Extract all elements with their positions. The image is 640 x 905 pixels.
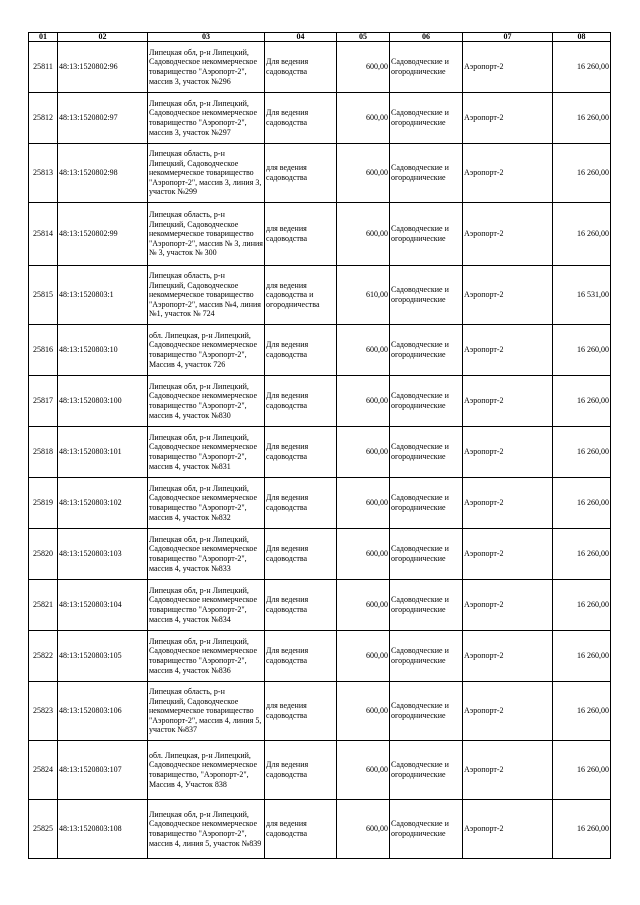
table-row [29,266,611,325]
address-text: Липецкая обл, р-н Липецкий, Садоводческое некоммерческое товарищество "Аэропорт-2", массив 4, участок №830 [149,381,258,420]
address-cell [148,266,265,325]
land-category-cell: Садоводческие и огороднические [390,266,463,325]
zone-cell: Аэропорт-2 [463,144,553,203]
permitted-use-cell: для ведения садоводства [265,144,337,203]
column-header-03: 03 [148,33,265,42]
cadastral-number-cell: 48:13:1520803:108 [58,800,148,859]
table-row [29,42,611,93]
address-text: Липецкая обл, р-н Липецкий, Садоводческое некоммерческое товарищество "Аэропорт-2", массив 4, участок №836 [149,636,258,675]
area-cell: 600,00 [337,580,390,631]
land-category-cell: Садоводческие и огороднические [390,203,463,266]
cadastral-number-cell: 48:13:1520803:106 [58,682,148,741]
table-row [29,478,611,529]
address-text: Липецкая обл, р-н Липецкий, Садоводческое некоммерческое товарищество "Аэропорт-2", массив 4, участок №833 [149,534,258,573]
address-cell [148,144,265,203]
area-cell: 600,00 [337,631,390,682]
value-cell: 16 260,00 [553,800,611,859]
permitted-use-cell: Для ведения садоводства [265,376,337,427]
permitted-use-cell: Для ведения садоводства [265,631,337,682]
column-header-05: 05 [337,33,390,42]
table-body [29,42,611,859]
address-text: обл. Липецкая, р-н Липецкий, Садоводческое некоммерческое товарищество, "Аэропорт-2", Массив 4, Участок 838 [149,750,258,789]
land-category-cell: Садоводческие и огороднические [390,682,463,741]
table-row [29,93,611,144]
table-row [29,682,611,741]
row-number-cell: 25822 [29,631,58,682]
zone-cell: Аэропорт-2 [463,42,553,93]
address-text: Липецкая обл, р-н Липецкий, Садоводческое некоммерческое товарищество "Аэропорт-2", массив 3, участок №296 [149,47,258,86]
row-number-cell: 25823 [29,682,58,741]
area-cell: 600,00 [337,93,390,144]
address-text: Липецкая обл, р-н Липецкий, Садоводческое некоммерческое товарищество "Аэропорт-2", массив 4, участок №832 [149,483,258,522]
value-cell: 16 260,00 [553,203,611,266]
area-cell: 600,00 [337,529,390,580]
cadastral-number-cell: 48:13:1520802:99 [58,203,148,266]
value-cell: 16 260,00 [553,376,611,427]
row-number-cell: 25819 [29,478,58,529]
value-cell: 16 260,00 [553,631,611,682]
land-category-cell: Садоводческие и огороднические [390,631,463,682]
area-cell: 600,00 [337,682,390,741]
address-text: обл. Липецкая, р-н Липецкий, Садоводческое некоммерческое товарищество "Аэропорт-2", Массив 4, участок 726 [149,330,258,369]
address-text: Липецкая область, р-н Липецкий, Садоводческое некоммерческое товарищество "Аэропорт-2", массив № 3, линия № 3, участок № 300 [149,210,263,258]
area-cell: 600,00 [337,376,390,427]
row-number-cell: 25825 [29,800,58,859]
zone-cell: Аэропорт-2 [463,580,553,631]
cadastral-number-cell: 48:13:1520803:100 [58,376,148,427]
area-cell: 600,00 [337,800,390,859]
zone-cell: Аэропорт-2 [463,203,553,266]
column-header-07: 07 [463,33,553,42]
land-category-cell: Садоводческие и огороднические [390,529,463,580]
area-cell: 610,00 [337,266,390,325]
column-header-06: 06 [390,33,463,42]
value-cell: 16 260,00 [553,42,611,93]
row-number-cell: 25815 [29,266,58,325]
land-category-cell: Садоводческие и огороднические [390,93,463,144]
table-row [29,631,611,682]
land-category-cell: Садоводческие и огороднические [390,427,463,478]
zone-cell: Аэропорт-2 [463,478,553,529]
value-cell: 16 260,00 [553,478,611,529]
address-text: Липецкая область, р-н Липецкий, Садоводческое некоммерческое товарищество "Аэропорт-2", массив №4, линия №1, участок № 724 [149,271,261,319]
cadastral-number-cell: 48:13:1520803:107 [58,741,148,800]
address-cell [148,682,265,741]
cadastral-number-cell: 48:13:1520802:98 [58,144,148,203]
table-row [29,529,611,580]
address-cell [148,580,265,631]
zone-cell: Аэропорт-2 [463,682,553,741]
table-row [29,580,611,631]
permitted-use-cell: Для ведения садоводства [265,325,337,376]
area-cell: 600,00 [337,741,390,800]
address-cell [148,427,265,478]
zone-cell: Аэропорт-2 [463,631,553,682]
zone-cell: Аэропорт-2 [463,266,553,325]
area-cell: 600,00 [337,203,390,266]
address-cell [148,93,265,144]
land-category-cell: Садоводческие и огороднические [390,580,463,631]
value-cell: 16 260,00 [553,682,611,741]
row-number-cell: 25812 [29,93,58,144]
row-number-cell: 25814 [29,203,58,266]
cadastral-number-cell: 48:13:1520803:105 [58,631,148,682]
zone-cell: Аэропорт-2 [463,529,553,580]
zone-cell: Аэропорт-2 [463,741,553,800]
zone-cell: Аэропорт-2 [463,93,553,144]
address-text: Липецкая обл, р-н Липецкий, Садоводческое некоммерческое товарищество "Аэропорт-2", массив 4, участок №834 [149,585,258,624]
permitted-use-cell: Для ведения садоводства [265,93,337,144]
address-text: Липецкая обл, р-н Липецкий, Садоводческое некоммерческое товарищество "Аэропорт-2", массив 3, участок №297 [149,98,258,137]
table-row [29,800,611,859]
permitted-use-cell: Для ведения садоводства [265,529,337,580]
value-cell: 16 260,00 [553,93,611,144]
permitted-use-cell: для ведения садоводства [265,800,337,859]
land-category-cell: Садоводческие и огороднические [390,42,463,93]
table-row [29,144,611,203]
address-cell [148,478,265,529]
address-cell [148,203,265,266]
area-cell: 600,00 [337,144,390,203]
row-number-cell: 25821 [29,580,58,631]
land-plots-table [28,32,611,859]
land-category-cell: Садоводческие и огороднические [390,144,463,203]
row-number-cell: 25816 [29,325,58,376]
permitted-use-cell: Для ведения садоводства [265,478,337,529]
value-cell: 16 260,00 [553,325,611,376]
zone-cell: Аэропорт-2 [463,427,553,478]
row-number-cell: 25811 [29,42,58,93]
table-row [29,427,611,478]
address-text: Липецкая обл, р-н Липецкий, Садоводческое некоммерческое товарищество "Аэропорт-2", массив 4, участок №831 [149,432,258,471]
land-category-cell: Садоводческие и огороднические [390,376,463,427]
row-number-cell: 25818 [29,427,58,478]
area-cell: 600,00 [337,42,390,93]
area-cell: 600,00 [337,325,390,376]
address-cell [148,631,265,682]
permitted-use-cell: для ведения садоводства [265,203,337,266]
row-number-cell: 25817 [29,376,58,427]
value-cell: 16 260,00 [553,427,611,478]
cadastral-number-cell: 48:13:1520803:102 [58,478,148,529]
zone-cell: Аэропорт-2 [463,800,553,859]
address-cell [148,741,265,800]
table-row [29,741,611,800]
address-text: Липецкая область, р-н Липецкий, Садоводческое некоммерческое товарищество "Аэропорт-2", массив 3, линия 3, участок №299 [149,149,262,197]
row-number-cell: 25813 [29,144,58,203]
land-category-cell: Садоводческие и огороднические [390,800,463,859]
column-header-08: 08 [553,33,611,42]
column-header-02: 02 [58,33,148,42]
address-cell [148,376,265,427]
land-category-cell: Садоводческие и огороднические [390,325,463,376]
row-number-cell: 25824 [29,741,58,800]
address-cell [148,529,265,580]
value-cell: 16 260,00 [553,741,611,800]
address-cell [148,42,265,93]
row-number-cell: 25820 [29,529,58,580]
area-cell: 600,00 [337,478,390,529]
cadastral-number-cell: 48:13:1520803:103 [58,529,148,580]
cadastral-number-cell: 48:13:1520803:1 [58,266,148,325]
permitted-use-cell: Для ведения садоводства [265,580,337,631]
address-cell [148,325,265,376]
value-cell: 16 260,00 [553,580,611,631]
zone-cell: Аэропорт-2 [463,376,553,427]
cadastral-number-cell: 48:13:1520803:104 [58,580,148,631]
area-cell: 600,00 [337,427,390,478]
permitted-use-cell: Для ведения садоводства [265,42,337,93]
table-row [29,203,611,266]
cadastral-number-cell: 48:13:1520802:97 [58,93,148,144]
permitted-use-cell: Для ведения садоводства [265,427,337,478]
permitted-use-cell: для ведения садоводства [265,682,337,741]
table-row [29,376,611,427]
address-text: Липецкая обл, р-н Липецкий, Садоводческое некоммерческое товарищество "Аэропорт-2", массив 4, линия 5, участок №839 [149,809,262,848]
land-category-cell: Садоводческие и огороднические [390,478,463,529]
address-cell [148,800,265,859]
permitted-use-cell: Для ведения садоводства [265,741,337,800]
permitted-use-cell: для ведения садоводства и огородничества [265,266,337,325]
value-cell: 16 531,00 [553,266,611,325]
cadastral-number-cell: 48:13:1520803:10 [58,325,148,376]
header-row [29,33,611,42]
value-cell: 16 260,00 [553,529,611,580]
land-category-cell: Садоводческие и огороднические [390,741,463,800]
zone-cell: Аэропорт-2 [463,325,553,376]
value-cell: 16 260,00 [553,144,611,203]
cadastral-number-cell: 48:13:1520803:101 [58,427,148,478]
address-text: Липецкая область, р-н Липецкий, Садоводческое некоммерческое товарищество "Аэропорт-2", массив 4, линия 5, участок №837 [149,687,262,735]
column-header-04: 04 [265,33,337,42]
cadastral-number-cell: 48:13:1520802:96 [58,42,148,93]
column-header-01: 01 [29,33,58,42]
table-row [29,325,611,376]
